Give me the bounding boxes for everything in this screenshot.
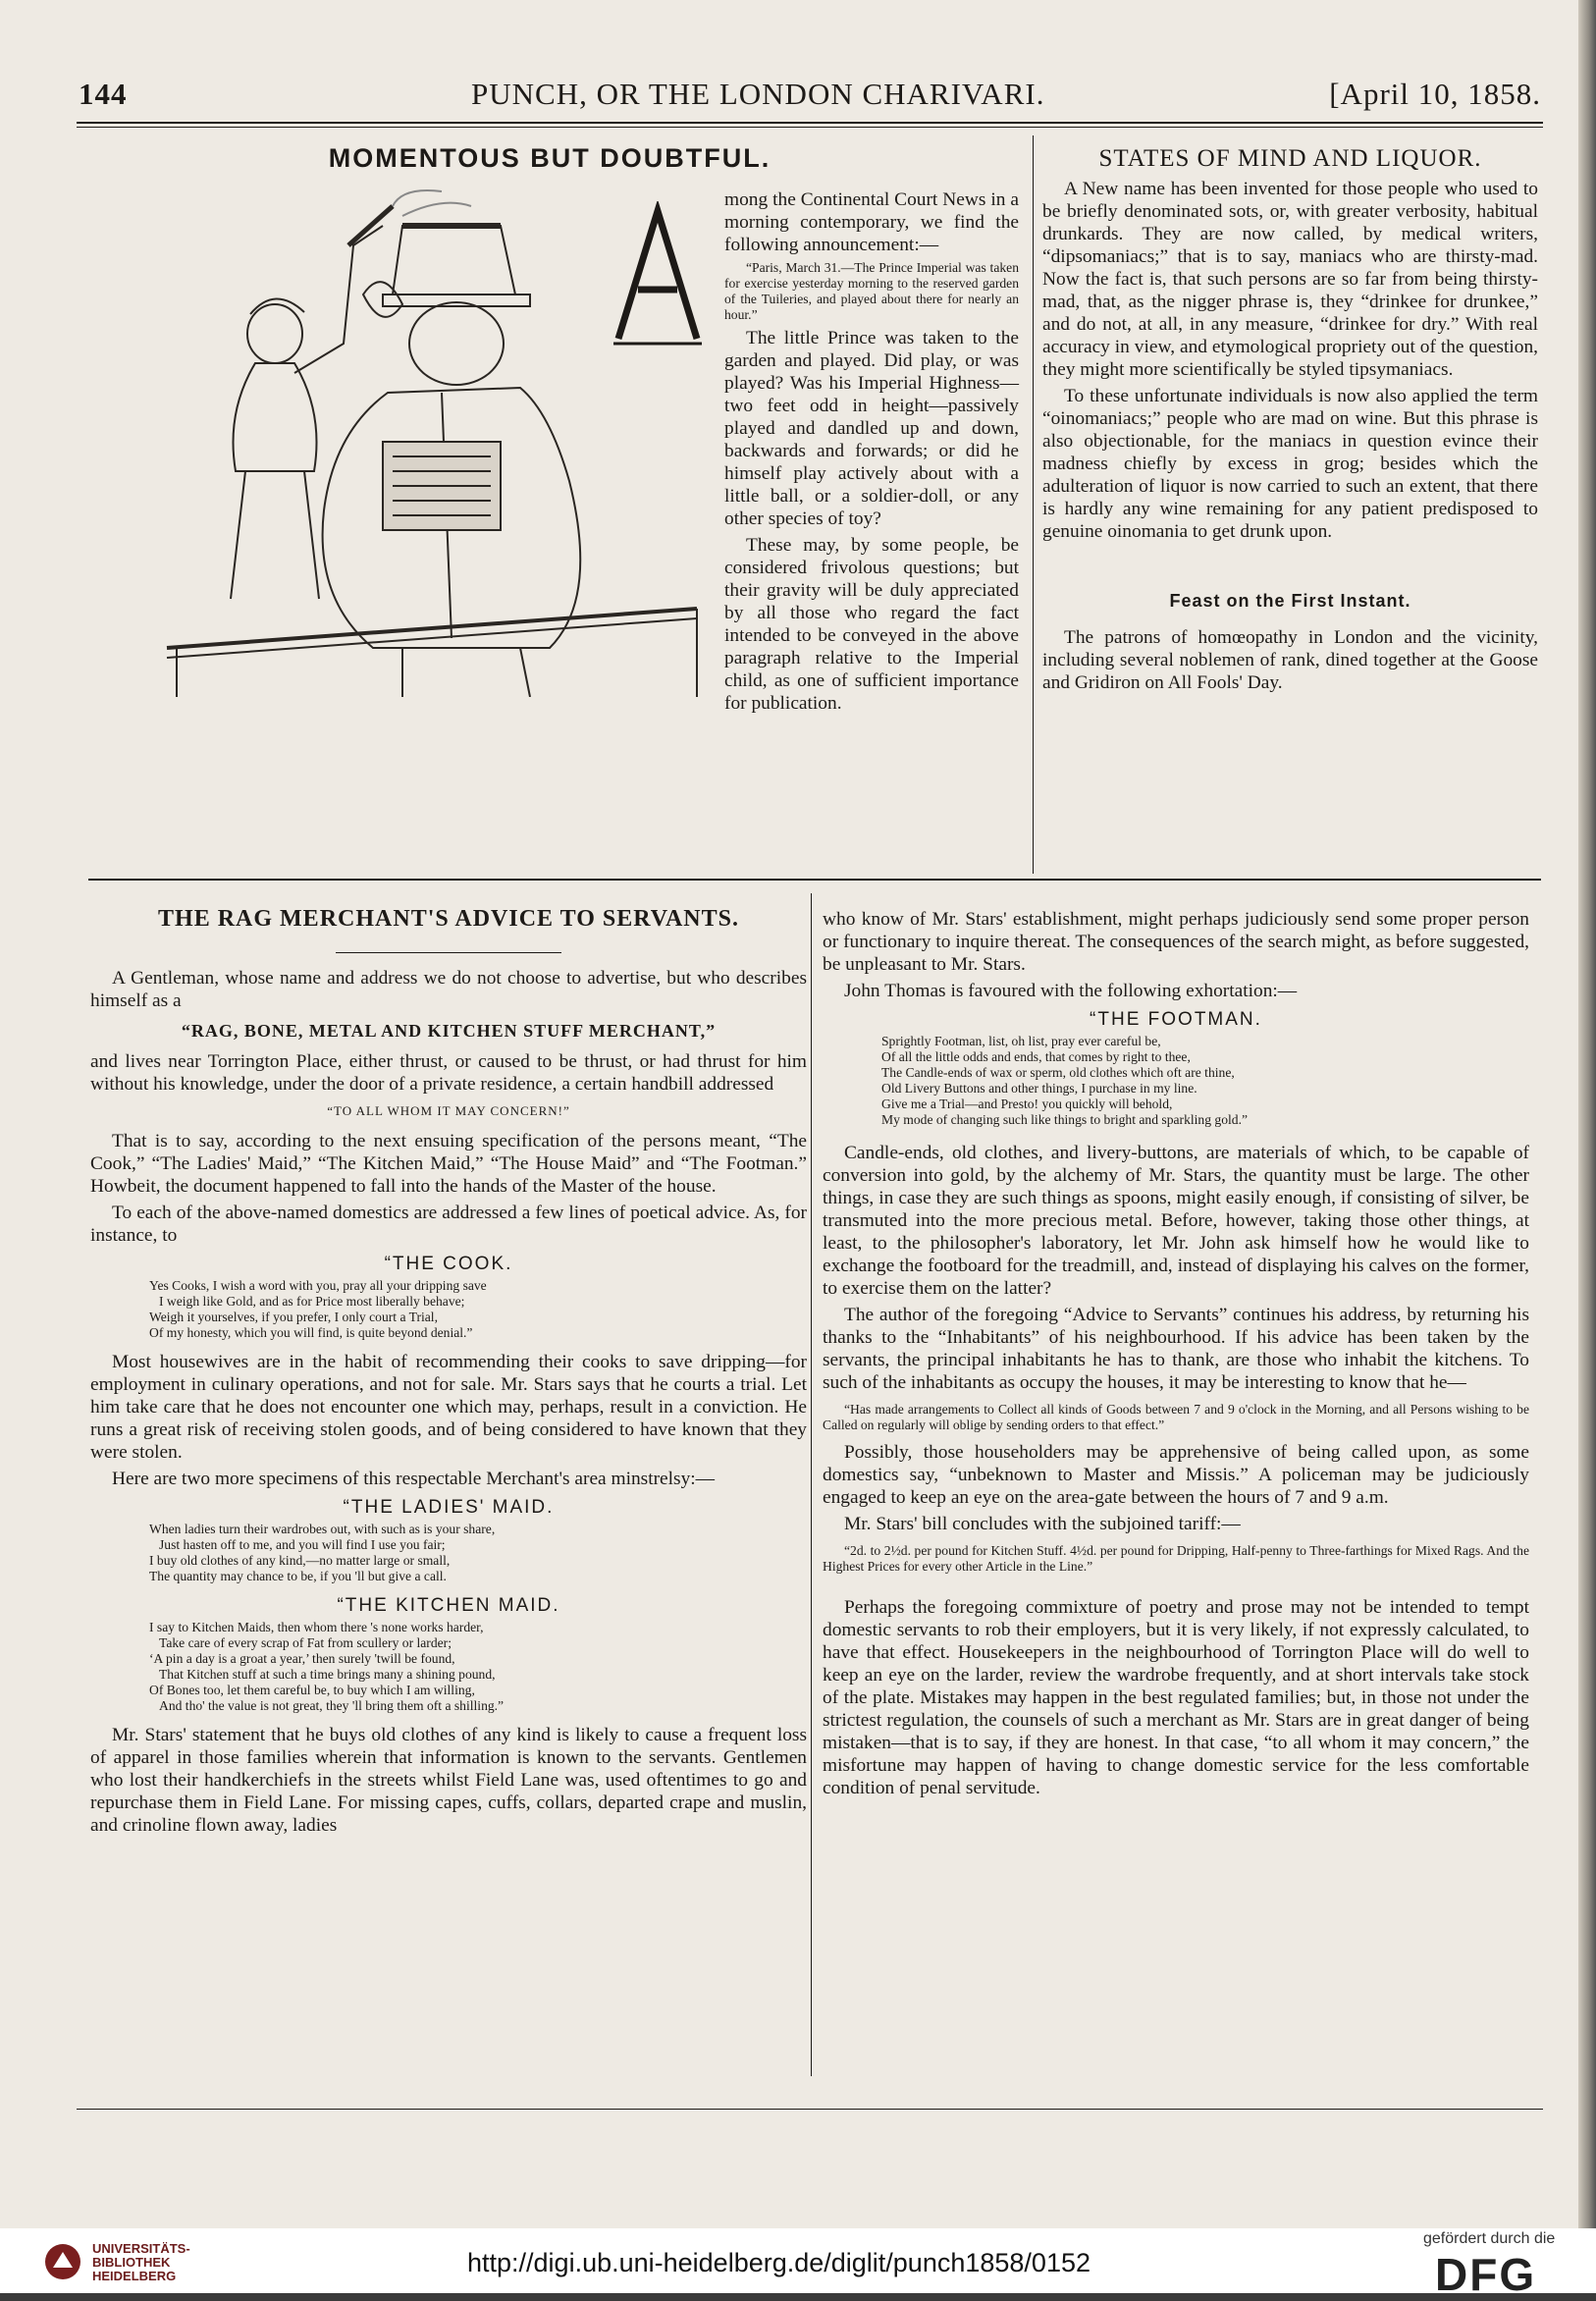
right-p5: Possibly, those householders may be apprehensive of being called upon, as some domestics say, “unbeknown to Master and Missis.” A policeman may be judiciously engaged to keep an eye on the area-gate between the hours of 7 and 9 a.m. <box>823 1442 1529 1508</box>
university-seal-icon <box>43 2242 82 2281</box>
footman-title: “THE FOOTMAN. <box>1090 1009 1262 1030</box>
right-quote1: “Has made arrangements to Collect all kinds of Goods between 7 and 9 o'clock in the Morning, and all Persons wishing to be Called on regularly will oblige by sending orders to that effect.” <box>823 1402 1529 1432</box>
right-p1: who know of Mr. Stars' establishment, might perhaps judiciously send some proper person or functionary to inquire thereat. The consequences of the search might, as before suggested, be unpleasant to Mr. Stars. <box>823 909 1529 975</box>
states-block <box>1042 147 1538 698</box>
publication-title: PUNCH, OR THE LONDON CHARIVARI. <box>471 77 1045 111</box>
verse-line: When ladies turn their wardrobes out, with such as is your share, <box>149 1522 496 1536</box>
right-p4: The author of the foregoing “Advice to Servants” continues his address, by returning his thanks to the “Inhabitants” of his neighbourhood. If his advice has been taken by the servants, the principal inhabitants he has to thank, are those who inhabit the kitchens. To such of the inhabitants as occupy the houses, it may be interesting to know that he— <box>823 1305 1529 1393</box>
rag-p2: and lives near Torrington Place, either thrust, or caused to be thrust, or had thrust for him without his knowledge, under the door of a private residence, a certain handbill addressed <box>90 1051 807 1095</box>
library-name <box>92 2242 190 2283</box>
verse-line: Of my honesty, which you will find, is quite beyond denial.” <box>149 1325 473 1340</box>
rag-heading-rule <box>336 952 561 953</box>
feast-heading: Feast on the First Instant. <box>1169 591 1411 611</box>
verse-line: ‘A pin a day is a groat a year,’ then surely 'twill be found, <box>149 1651 455 1666</box>
section-rule <box>88 879 1541 881</box>
rag-p7: Mr. Stars' statement that he buys old clothes of any kind is likely to cause a frequent loss of apparel in those families wherein that information is known to the servants. Gentlemen who lost their handkerchiefs in the streets whilst Field Lane was, used oftentimes to go and repurchase them in Field Lane. For missing capes, cuffs, collars, departed crape and muslin, and crinoline flown away, ladies <box>90 1725 807 1836</box>
right-p2: John Thomas is favoured with the following exhortation:— <box>844 981 1298 1001</box>
top-column-rule <box>1033 135 1034 874</box>
digitization-footer <box>0 2228 1596 2300</box>
rag-continued <box>823 908 1529 1803</box>
verse-line: Of Bones too, let them careful be, to buy which I am willing, <box>149 1683 475 1697</box>
header-rule <box>77 122 1543 124</box>
bottom-column-rule <box>811 893 812 2076</box>
ladies-verse <box>90 1522 807 1584</box>
right-quote2: “2d. to 2½d. per pound for Kitchen Stuff. 4½d. per pound for Dripping, Half-penny to Three-farthings for Mixed Rags. And the Highest Prices for every other Article in the Line.” <box>823 1543 1529 1574</box>
verse-line: Just hasten off to me, and you will find I use you fair; <box>159 1537 446 1552</box>
right-p3: Candle-ends, old clothes, and livery-buttons, are materials of which, to be capable of conversion into gold, by the alchemy of Mr. Stars, the quantity must be large. The other things, in case they are such things as spoons, might easily enough, if consisting of silver, be transmuted into the more precious metal. Before, however, taking those other things, at least, to the philosopher's laboratory, let Mr. John ask himself how he would like to exchange the footboard for the treadmill, and, instead of displaying his calves on the former, to exercise them on the latter? <box>823 1143 1529 1299</box>
rag-p3: That is to say, according to the next ensuing specification of the persons meant, “The Cook,” “The Ladies' Maid,” “The Kitchen Maid,” “The House Maid” and “The Footman.” Howbeit, the document happened to fall into the hands of the Master of the house. <box>90 1131 807 1197</box>
rag-block <box>90 908 807 1841</box>
momentous-quote: “Paris, March 31.—The Prince Imperial was taken for exercise yesterday morning to the reserved garden of the Tuileries, and played about there for nearly an hour.” <box>724 260 1019 322</box>
footman-verse <box>823 1034 1529 1128</box>
momentous-heading: MOMENTOUS BUT DOUBTFUL. <box>328 143 771 173</box>
verse-line: The Candle-ends of wax or sperm, old clothes which oft are thine, <box>881 1065 1235 1080</box>
rag-to-all: “TO ALL WHOM IT MAY CONCERN!” <box>327 1103 570 1118</box>
feast-p1: The patrons of homœopathy in London and the vicinity, including several noblemen of rank, dined together at the Goose and Gridiron on All Fools' Day. <box>1042 627 1538 693</box>
verse-line: Old Livery Buttons and other things, I purchase in my line. <box>881 1081 1197 1096</box>
rag-p6: Here are two more specimens of this respectable Merchant's area minstrelsy:— <box>112 1469 716 1489</box>
library-line: HEIDELBERG <box>92 2269 177 2283</box>
cook-verse <box>90 1278 807 1341</box>
states-heading: STATES OF MIND AND LIQUOR. <box>1098 145 1482 172</box>
momentous-heading-block <box>79 143 1021 173</box>
kitchen-verse <box>90 1620 807 1714</box>
verse-line: Of all the little odds and ends, that comes by right to thee, <box>881 1049 1191 1064</box>
cook-title: “THE COOK. <box>384 1254 513 1274</box>
verse-line: Take care of every scrap of Fat from scullery or larder; <box>159 1635 452 1650</box>
verse-line: Give me a Trial—and Presto! you quickly will behold, <box>881 1097 1173 1111</box>
library-line: BIBLIOTHEK <box>92 2255 171 2270</box>
funded-by: gefördert durch die <box>1423 2230 1556 2247</box>
verse-line: Weigh it yourselves, if you prefer, I only court a Trial, <box>149 1310 438 1324</box>
verse-line: Sprightly Footman, list, oh list, pray ever careful be, <box>881 1034 1161 1048</box>
page-edge <box>1578 0 1596 2228</box>
drop-cap-ornament <box>609 201 707 348</box>
verse-line: I weigh like Gold, and as for Price most liberally behave; <box>159 1294 465 1309</box>
verse-line: And tho' the value is not great, they 'll bring them oft a shilling.” <box>159 1698 505 1713</box>
states-p2: To these unfortunate individuals is now also applied the term “oinomaniacs;” people who are mad on wine. But this phrase is also objectionable, for the maniacs in question evince their madness chiefly by excess in grog; besides which the adulteration of liquor is now carried to such an extent, that there is hardly any wine remaining for any patient predisposed to genuine oinomania to get drunk upon. <box>1042 386 1538 542</box>
momentous-intro: mong the Continental Court News in a morning contemporary, we find the following announcement:— <box>724 189 1019 255</box>
ladies-title: “THE LADIES' MAID. <box>343 1497 555 1518</box>
states-p1: A New name has been invented for those people who used to be briefly denominated sots, or, with greater verbosity, habitual drunkards. They are now called, by medical writers, “dipsomaniacs;” that is to say, maniacs who are thirsty-mad. Now the fact is, that such persons are so far from being thirsty-mad, that, as the nigger phrase is, they “drinkee for drunkee,” and do not, at all, in any measure, “drinkee for dry.” With real accuracy in view, and etymological propriety out of the question, they might more scientifically be styled tipsymaniacs. <box>1042 179 1538 380</box>
right-p6: Mr. Stars' bill concludes with the subjoined tariff:— <box>844 1514 1241 1534</box>
momentous-p2: These may, by some people, be considered frivolous questions; but their gravity will be duly appreciated by all those who regard the fact intended to be conveyed in the above paragraph relative to the Imperial child, as one of sufficient importance for publication. <box>724 535 1019 714</box>
momentous-p1: The little Prince was taken to the garden and played. Did play, or was played? Was his Imperial Highness—two feet odd in height—passively played and dandled up and down, backwards and forwards; or did he himself play actively about with a little ball, or a soldier-doll, or any other species of toy? <box>724 328 1019 529</box>
right-p7: Perhaps the foregoing commixture of poetry and prose may not be intended to tempt domestic servants to rob their employers, but it is very likely, if not expressly calculated, to have that effect. Housekeepers in the neighbourhood of Torrington Place will do well to keep an eye on the larder, review the wardrobe frequently, and at short intervals take stock of the plate. Mistakes may happen in the best regulated families; but, in those not under the strictest regulation, the counsels of such a merchant as Mr. Stars are in great danger of being mistaken—that is to say, if they are honest. In that case, “to all whom it may concern,” the misfortune may happen of having to change domestic service for the less comfortable condition of penal servitude. <box>823 1597 1529 1798</box>
verse-line: That Kitchen stuff at such a time brings many a shining pound, <box>159 1667 496 1682</box>
rag-p1: A Gentleman, whose name and address we do not choose to advertise, but who describes himself as a <box>90 968 807 1011</box>
verse-line: My mode of changing such like things to bright and sparkling gold.” <box>881 1112 1249 1127</box>
verse-line: The quantity may chance to be, if you 'll but give a call. <box>149 1569 447 1583</box>
issue-date: [April 10, 1858. <box>1329 77 1541 111</box>
dfg-logo: DFG <box>1435 2249 1537 2300</box>
rag-title-line: “RAG, BONE, METAL AND KITCHEN STUFF MERCHANT,” <box>181 1021 717 1041</box>
verse-line: I buy old clothes of any kind,—no matter large or small, <box>149 1553 451 1568</box>
bottom-rule <box>77 2109 1543 2110</box>
rag-p5: Most housewives are in the habit of recommending their cooks to save dripping—for employment in culinary operations, and not for sale. Mr. Stars says that he courts a trial. Let him take care that he does not encounter one which may, perhaps, result in a conviction. He runs a great risk of receiving stolen goods, and of being considered to have known that they were stolen. <box>90 1352 807 1463</box>
verse-line: I say to Kitchen Maids, then whom there 's none works harder, <box>149 1620 484 1634</box>
rag-p4: To each of the above-named domestics are addressed a few lines of poetical advice. As, for instance, to <box>90 1203 807 1246</box>
rag-heading: THE RAG MERCHANT'S ADVICE TO SERVANTS. <box>158 906 739 932</box>
momentous-text <box>724 188 1019 719</box>
header-rule-thin <box>77 127 1543 128</box>
verse-line: Yes Cooks, I wish a word with you, pray all your dripping save <box>149 1278 487 1293</box>
kitchen-title: “THE KITCHEN MAID. <box>337 1595 560 1616</box>
source-url-link[interactable]: http://digi.ub.uni-heidelberg.de/diglit/punch1858/0152 <box>467 2248 1091 2277</box>
page-number: 144 <box>79 77 128 111</box>
running-header <box>79 77 1541 116</box>
library-line: UNIVERSITÄTS- <box>92 2241 190 2256</box>
